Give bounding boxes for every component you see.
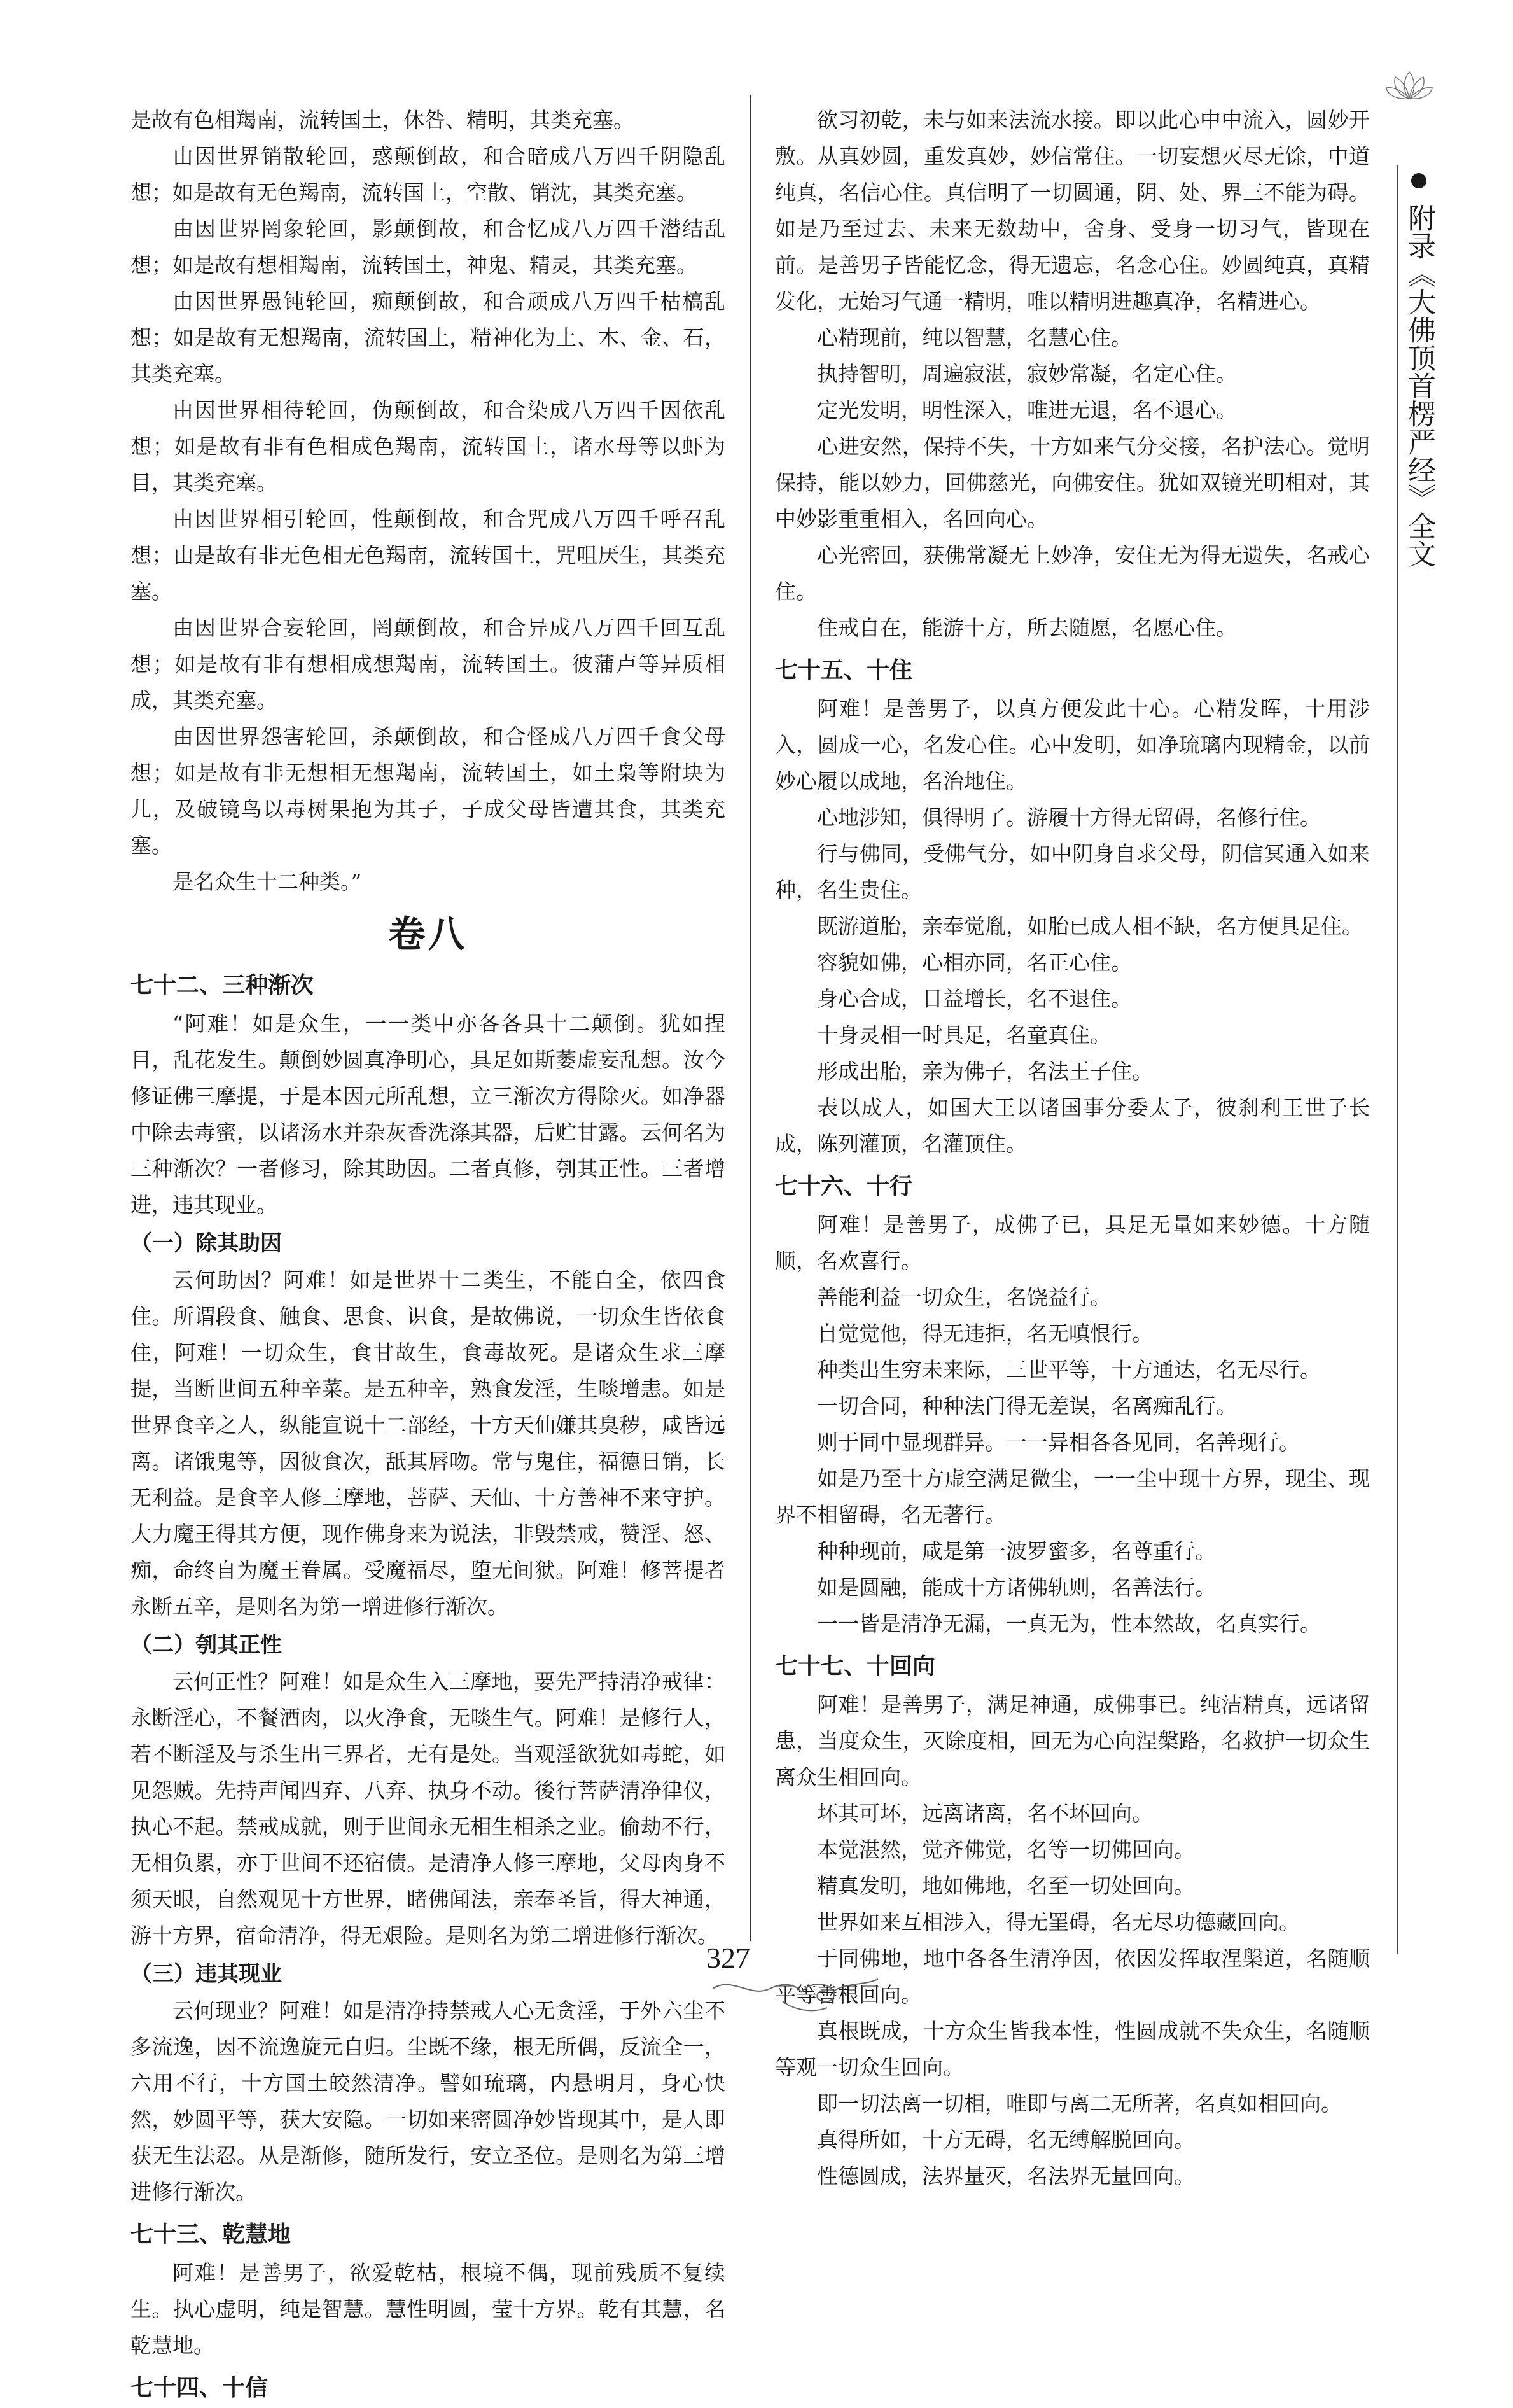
paragraph: 即一切法离一切相，唯即与离二无所著，名真如相回向。 bbox=[817, 2091, 1342, 2116]
paragraph: 由因世界罔象轮回，影颠倒故，和合忆成八万四千潜结乱想；如是故有想相羯南，流转国土，神鬼、精灵，其类充塞。 bbox=[130, 216, 725, 277]
section-heading: 七十六、十行 bbox=[775, 1173, 913, 1200]
paragraph: 于同佛地，地中各各生清净因，依因发挥取涅槃道，名随顺平等善根回向。 bbox=[775, 1946, 1370, 2007]
cloud-ornament-icon bbox=[706, 1963, 884, 2020]
paragraph: 如是乃至十方虚空满足微尘，一一尘中现十方界，现尘、现界不相留碍，名无著行。 bbox=[775, 1466, 1370, 1527]
section-heading: 七十二、三种渐次 bbox=[130, 972, 314, 998]
paragraph: 由因世界怨害轮回，杀颠倒故，和合怪成八万四千食父母想；如是故有非无想相无想羯南，流转国土，如土枭等附块为儿，及破镜鸟以毒树果抱为其子，子成父母皆遭其食，其类充塞。 bbox=[130, 724, 725, 858]
paragraph: 精真发明，地如佛地，名至一切处回向。 bbox=[817, 1873, 1195, 1898]
volume-title: 卷八 bbox=[388, 913, 468, 956]
paragraph: 定光发明，明性深入，唯进无退，名不退心。 bbox=[817, 398, 1237, 423]
paragraph: 坏其可坏，远离诸离，名不坏回向。 bbox=[817, 1801, 1153, 1826]
bullet-dot-icon bbox=[1411, 173, 1426, 188]
paragraph: 欲习初乾，未与如来法流水接。即以此心中中流入，圆妙开敷。从真妙圆，重发真妙，妙信常住。一切妄想灭尽无馀，中道纯真，名信心住。真信明了一切圆通，阴、处、界三不能为碍。如是乃至过去、未来无数劫中，舍身、受身一切习气，皆现在前。是善男子皆能忆念，得无遗忘，名念心住。妙圆纯真，真精发化，无始习气通一精明，唯以精明进趣真净，名精进心。 bbox=[775, 108, 1370, 314]
paragraph: 种类出生穷未来际，三世平等，十方通达，名无尽行。 bbox=[817, 1357, 1321, 1382]
paragraph: 是故有色相羯南，流转国土，休咎、精明，其类充塞。 bbox=[130, 108, 634, 132]
section-heading: 七十三、乾慧地 bbox=[130, 2221, 291, 2248]
paragraph: 世界如来互相涉入，得无罣碍，名无尽功德藏回向。 bbox=[817, 1910, 1300, 1935]
paragraph: 行与佛同，受佛气分，如中阴身自求父母，阴信冥通入如来种，名生贵住。 bbox=[775, 841, 1370, 902]
section-heading: 七十四、十信 bbox=[130, 2374, 268, 2401]
paragraph: 由因世界合妄轮回，罔颠倒故，和合异成八万四千回互乱想；如是故有非有想相成想羯南，流转国土。彼蒲卢等异质相成，其类充塞。 bbox=[130, 615, 725, 713]
paragraph: 十身灵相一时具足，名童真住。 bbox=[817, 1023, 1111, 1047]
left-column bbox=[130, 102, 725, 2408]
paragraph: 真根既成，十方众生皆我本性，性圆成就不失众生，名随顺等观一切众生回向。 bbox=[775, 2019, 1370, 2080]
subsection-heading: （二）刳其正性 bbox=[130, 1632, 282, 1658]
paragraph: 由因世界相待轮回，伪颠倒故，和合染成八万四千因依乱想；如是故有非有色相成色羯南，流转国土，诸水母等以虾为目，其类充塞。 bbox=[130, 398, 725, 495]
right-column bbox=[775, 102, 1370, 2194]
paragraph: 身心合成，日益增长，名不退住。 bbox=[817, 986, 1132, 1011]
paragraph: 真得所如，十方无碍，名无缚解脱回向。 bbox=[817, 2127, 1195, 2152]
paragraph: 阿难！是善男子，以真方便发此十心。心精发晖，十用涉入，圆成一心，名发心住。心中发明，如净琉璃内现精金，以前妙心履以成地，名治地住。 bbox=[775, 696, 1370, 794]
paragraph: 一一皆是清净无漏，一真无为，性本然故，名真实行。 bbox=[817, 1611, 1321, 1636]
paragraph: 心精现前，纯以智慧，名慧心住。 bbox=[817, 325, 1132, 350]
paragraph: 性德圆成，法界量灭，名法界无量回向。 bbox=[817, 2164, 1195, 2188]
paragraph: 表以成人，如国大王以诸国事分委太子，彼刹利王世子长成，陈列灌顶，名灌顶住。 bbox=[775, 1095, 1370, 1156]
side-running-title: 附录《大佛顶首楞严经》全文 bbox=[1403, 204, 1435, 568]
paragraph: 云何正性？阿难！如是众生入三摩地，要先严持清净戒律：永断淫心，不餐酒肉，以火净食，无啖生气。阿难！是修行人，若不断淫及与杀生出三界者，无有是处。当观淫欲犹如毒蛇，如见怨贼。先持声闻四弃、八弃、执身不动。後行菩萨清净律仪，执心不起。禁戒成就，则于世间永无相生相杀之业。偷劫不行，无相负累，亦于世间不还宿债。是清净人修三摩地，父母肉身不须天眼，自然观见十方世界，睹佛闻法，亲奉圣旨，得大神通，游十方界，宿命清净，得无艰险。是则名为第二增进修行渐次。 bbox=[130, 1669, 725, 1948]
paragraph: “阿难！如是众生，一一类中亦各各具十二颠倒。犹如捏目，乱花发生。颠倒妙圆真净明心，具足如斯萎虚妄乱想。汝今修证佛三摩提，于是本因元所乱想，立三渐次方得除灭。如净器中除去毒蜜，以诸汤水并杂灰香洗涤其器，后贮甘露。云何名为三种渐次？一者修习，除其助因。二者真修，刳其正性。三者增进，违其现业。 bbox=[130, 1011, 725, 1217]
page-number: 327 bbox=[706, 1942, 750, 1974]
paragraph: 本觉湛然，觉齐佛觉，名等一切佛回向。 bbox=[817, 1837, 1195, 1862]
paragraph: 阿难！是善男子，欲爱乾枯，根境不偶，现前残质不复续生。执心虚明，纯是智慧。慧性明圆，莹十方界。乾有其慧，名乾慧地。 bbox=[130, 2260, 725, 2358]
paragraph: 阿难！是善男子，成佛子已，具足无量如来妙德。十方随顺，名欢喜行。 bbox=[775, 1212, 1370, 1273]
paragraph: 心地涉知，俱得明了。游履十方得无留碍，名修行住。 bbox=[817, 805, 1321, 830]
paragraph: 既游道胎，亲奉觉胤，如胎已成人相不缺，名方便具足住。 bbox=[817, 914, 1363, 939]
paragraph: 云何助因？阿难！如是世界十二类生，不能自全，依四食住。所谓段食、触食、思食、识食，是故佛说，一切众生皆依食住，阿难！一切众生，食甘故生，食毒故死。是诸众生求三摩提，当断世间五种辛菜。是五种辛，熟食发淫，生啖增恚。如是世界食辛之人，纵能宣说十二部经，十方天仙嫌其臭秽，咸皆远离。诸饿鬼等，因彼食次，舐其唇吻。常与鬼住，福德日销，长无利益。是食辛人修三摩地，菩萨、天仙、十方善神不来守护。大力魔王得其方便，现作佛身来为说法，非毁禁戒，赞淫、怒、痴，命终自为魔王眷属。受魔福尽，堕无间狱。阿难！修菩提者永断五辛，是则名为第一增进修行渐次。 bbox=[130, 1268, 725, 1619]
paragraph: 心光密回，获佛常凝无上妙净，安住无为得无遗失，名戒心住。 bbox=[775, 543, 1370, 604]
column-divider bbox=[750, 95, 751, 1941]
paragraph: 由因世界相引轮回，性颠倒故，和合咒成八万四千呼召乱想；由是故有非无色相无色羯南，流转国土，咒咀厌生，其类充塞。 bbox=[130, 507, 725, 604]
paragraph: 容貌如佛，心相亦同，名正心住。 bbox=[817, 950, 1132, 975]
paragraph: 善能利益一切众生，名饶益行。 bbox=[817, 1285, 1111, 1310]
subsection-heading: （一）除其助因 bbox=[130, 1231, 282, 1256]
paragraph: 形成出胎，亲为佛子，名法王子住。 bbox=[817, 1059, 1153, 1084]
paragraph: 住戒自在，能游十方，所去随愿，名愿心住。 bbox=[817, 615, 1237, 640]
paragraph: 由因世界销散轮回，惑颠倒故，和合暗成八万四千阴隐乱想；如是故有无色羯南，流转国土，空散、销沈，其类充塞。 bbox=[130, 144, 725, 205]
subsection-heading: （三）违其现业 bbox=[130, 1961, 282, 1987]
paragraph: 一切合同，种种法门得无差误，名离痴乱行。 bbox=[817, 1394, 1237, 1418]
paragraph: 是名众生十二种类。” bbox=[172, 869, 362, 894]
paragraph: 则于同中显现群异。一一异相各各见同，名善现行。 bbox=[817, 1430, 1300, 1455]
paragraph: 阿难！是善男子，满足神通，成佛事已。纯洁精真，远诸留患，当度众生，灭除度相，回无为心向涅槃路，名救护一切众生离众生相回向。 bbox=[775, 1692, 1370, 1789]
paragraph: 云何现业？阿难！如是清净持禁戒人心无贪淫，于外六尘不多流逸，因不流逸旋元自归。尘既不缘，根无所偶，反流全一，六用不行，十方国土皎然清净。譬如琉璃，内悬明月，身心快然，妙圆平等，获大安隐。一切如来密圆净妙皆现其中，是人即获无生法忍。从是渐修，随所发行，安立圣位。是则名为第三增进修行渐次。 bbox=[130, 1998, 725, 2204]
paragraph: 如是圆融，能成十方诸佛轨则，名善法行。 bbox=[817, 1575, 1216, 1600]
paragraph: 执持智明，周遍寂湛，寂妙常凝，名定心住。 bbox=[817, 361, 1237, 386]
paragraph: 心进安然，保持不失，十方如来气分交接，名护法心。觉明保持，能以妙力，回佛慈光，向佛安住。犹如双镜光明相对，其中妙影重重相入，名回向心。 bbox=[775, 434, 1370, 531]
section-heading: 七十七、十回向 bbox=[775, 1653, 936, 1679]
paragraph: 种种现前，咸是第一波罗蜜多，名尊重行。 bbox=[817, 1539, 1216, 1564]
lotus-ornament-icon bbox=[1384, 67, 1435, 105]
section-heading: 七十五、十住 bbox=[775, 657, 913, 683]
paragraph: 自觉觉他，得无违拒，名无嗔恨行。 bbox=[817, 1321, 1153, 1346]
side-rule bbox=[1397, 165, 1398, 1954]
paragraph: 由因世界愚钝轮回，痴颠倒故，和合顽成八万四千枯槁乱想；如是故有无想羯南，流转国土，精神化为土、木、金、石，其类充塞。 bbox=[130, 289, 725, 386]
